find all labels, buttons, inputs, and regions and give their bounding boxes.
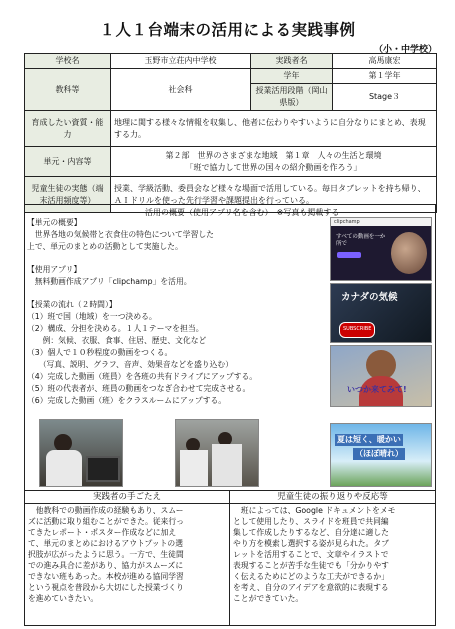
app-headline: すべての動画を一か所で (336, 234, 386, 247)
stage-label-text: 授業活用段階（岡山県版） (255, 86, 328, 107)
app-hero-image (391, 232, 427, 274)
stage-label (251, 84, 333, 111)
stage-value: Stage３ (333, 84, 437, 111)
summer-caption-2: （ほぼ晴れ） (355, 449, 403, 458)
practice-line: （6）完成した動画（班）をクラスルームにアップする。 (27, 396, 227, 405)
app-header-bar: clipchamp (331, 218, 431, 226)
teacher-line: てきたレポート・ポスター作成などに加え (28, 528, 177, 537)
student-line: やり方を模索し選択する姿が見られた。タブ (233, 539, 389, 548)
classroom-photo-1 (39, 419, 123, 487)
student-shirt (212, 444, 242, 486)
page-title: １人１台端末の活用による実践事例 (99, 21, 356, 39)
summer-caption-1: 夏は短く、暖かい (337, 435, 401, 444)
practice-line: （1）班で国（地域）を一つ決める。 (27, 312, 157, 321)
teacher-line: 他教科での動画作成の経験もあり、スムー (28, 506, 184, 515)
ability-label: 育成したい資質・能力 (25, 111, 111, 147)
student-line: ことができていた。 (233, 594, 304, 603)
teacher-label: 実践者名 (251, 54, 333, 69)
unit-line-2: 「班で協力して世界の国々の紹介動画を作ろう」 (185, 162, 362, 172)
grade-value: 第１学年 (333, 69, 437, 84)
teacher-reflection-header: 実践者の手ごたえ (25, 491, 230, 504)
teacher-line: を進めていきたい。 (28, 594, 99, 603)
practice-line: （写真、説明、グラフ、音声、効果音などを盛り込む） (27, 360, 233, 369)
teacher-line: て、単元のまとめにおけるアウトプットの選 (28, 539, 183, 548)
school-value: 玉野市立荘内中学校 (111, 54, 251, 69)
practice-header: 活用の概要（使用アプリ名を含む） ※写真も掲載する (145, 208, 340, 217)
student-reflection-header: 児童生徒の振り返りや反応等 (230, 491, 435, 504)
info-table (24, 53, 437, 213)
app-screenshot-photo (330, 217, 432, 281)
student-line: を考え、自分のアイデアを意欲的に表現する (233, 583, 389, 592)
practice-line: 【使用アプリ】 (27, 265, 82, 274)
school-level: （小・中学校） (373, 45, 437, 55)
practice-line: 【授業の流れ（２時間）】 (27, 300, 117, 309)
subject-label: 教科等 (25, 69, 111, 111)
usage-label: 児童生徒の実態（端末活用頻度等） (25, 177, 111, 213)
person-video-photo (330, 345, 432, 407)
practice-line: （4）完成した動画（班員）を各班の共有ドライブにアップする。 (27, 372, 258, 381)
tablet (86, 456, 120, 482)
practice-line: 世界各地の気候帯と衣食住の特色について学習した (27, 230, 214, 239)
student-line: 表現することが苦手な生徒でも「分かりやす (233, 561, 389, 570)
canada-title: カナダの気候 (341, 292, 398, 303)
practice-line: 無料動画作成アプリ「clipchamp」を活用。 (27, 277, 192, 286)
usage-value: 授業、学級活動、委員会など様々な場面で活用している。毎日タブレットを持ち帰り、ＡＩドリルを使った先行学習や課題提出を行っている。 (111, 177, 437, 213)
practice-line: 例：気候、衣服、食事、住居、歴史、文化など (27, 336, 207, 345)
teacher-line: できない班もあった。本校が進める協同学習 (28, 572, 184, 581)
grade-label: 学年 (251, 69, 333, 84)
practice-section (24, 204, 436, 491)
teacher-value: 高馬康宏 (333, 54, 437, 69)
ability-value: 地理に関する様々な情報を収集し、他者に伝わりやすいように自分なりにまとめ、表現する力。 (111, 111, 437, 147)
app-cta-button (337, 252, 361, 258)
subject-value: 社会科 (111, 69, 251, 111)
person-caption: いつか来てみて! (347, 385, 407, 394)
teacher-reflection-body (28, 505, 228, 604)
canada-video-photo (330, 283, 432, 343)
student-line: く伝えるためにどのような工夫ができるか」 (233, 572, 389, 581)
student-reflection-body (233, 505, 433, 604)
teacher-line: ズに活動に取り組むことができた。従来行っ (28, 517, 184, 526)
student-line: として使用したり、スライドを班員で共同編 (233, 517, 389, 526)
subscribe-badge: SUBSCRIBE (339, 322, 375, 338)
unit-value (111, 147, 437, 177)
student-line: 集して作成したりするなど、自分達に適した (233, 528, 389, 537)
student-shirt (46, 450, 82, 486)
column-divider (229, 503, 230, 625)
practice-line: （2）構成、分担を決める。１人１テーマを担当。 (27, 324, 204, 333)
practice-line: 【単元の概要】 (27, 218, 82, 227)
teacher-line: 択肢が広がったように思う。一方で、生徒間 (28, 550, 184, 559)
student-line: 班によっては、Google ドキュメントをメモ (233, 506, 396, 515)
teacher-line: での進み具合に差があり、協力がスムーズに (28, 561, 184, 570)
student-line: レットを活用することで、文章やイラストで (233, 550, 389, 559)
practice-line: 上で、単元のまとめの活動として実施した。 (27, 242, 183, 251)
practice-line: （5）班の代表者が、班員の動画をつなぎ合わせて完成させる。 (27, 384, 251, 393)
teacher-line: という視点を普段から大切にした授業づくり (28, 583, 184, 592)
summer-video-photo (330, 423, 432, 487)
unit-label: 単元・内容等 (25, 147, 111, 177)
practice-line: （3）個人で１０秒程度の動画をつくる。 (27, 348, 173, 357)
student-shirt (180, 450, 208, 486)
unit-line-1: 第２部 世界のさまざまな地域 第１章 人々の生活と環境 (165, 150, 382, 160)
reflection-section (24, 490, 436, 626)
classroom-photo-2 (175, 419, 259, 487)
school-label: 学校名 (25, 54, 111, 69)
